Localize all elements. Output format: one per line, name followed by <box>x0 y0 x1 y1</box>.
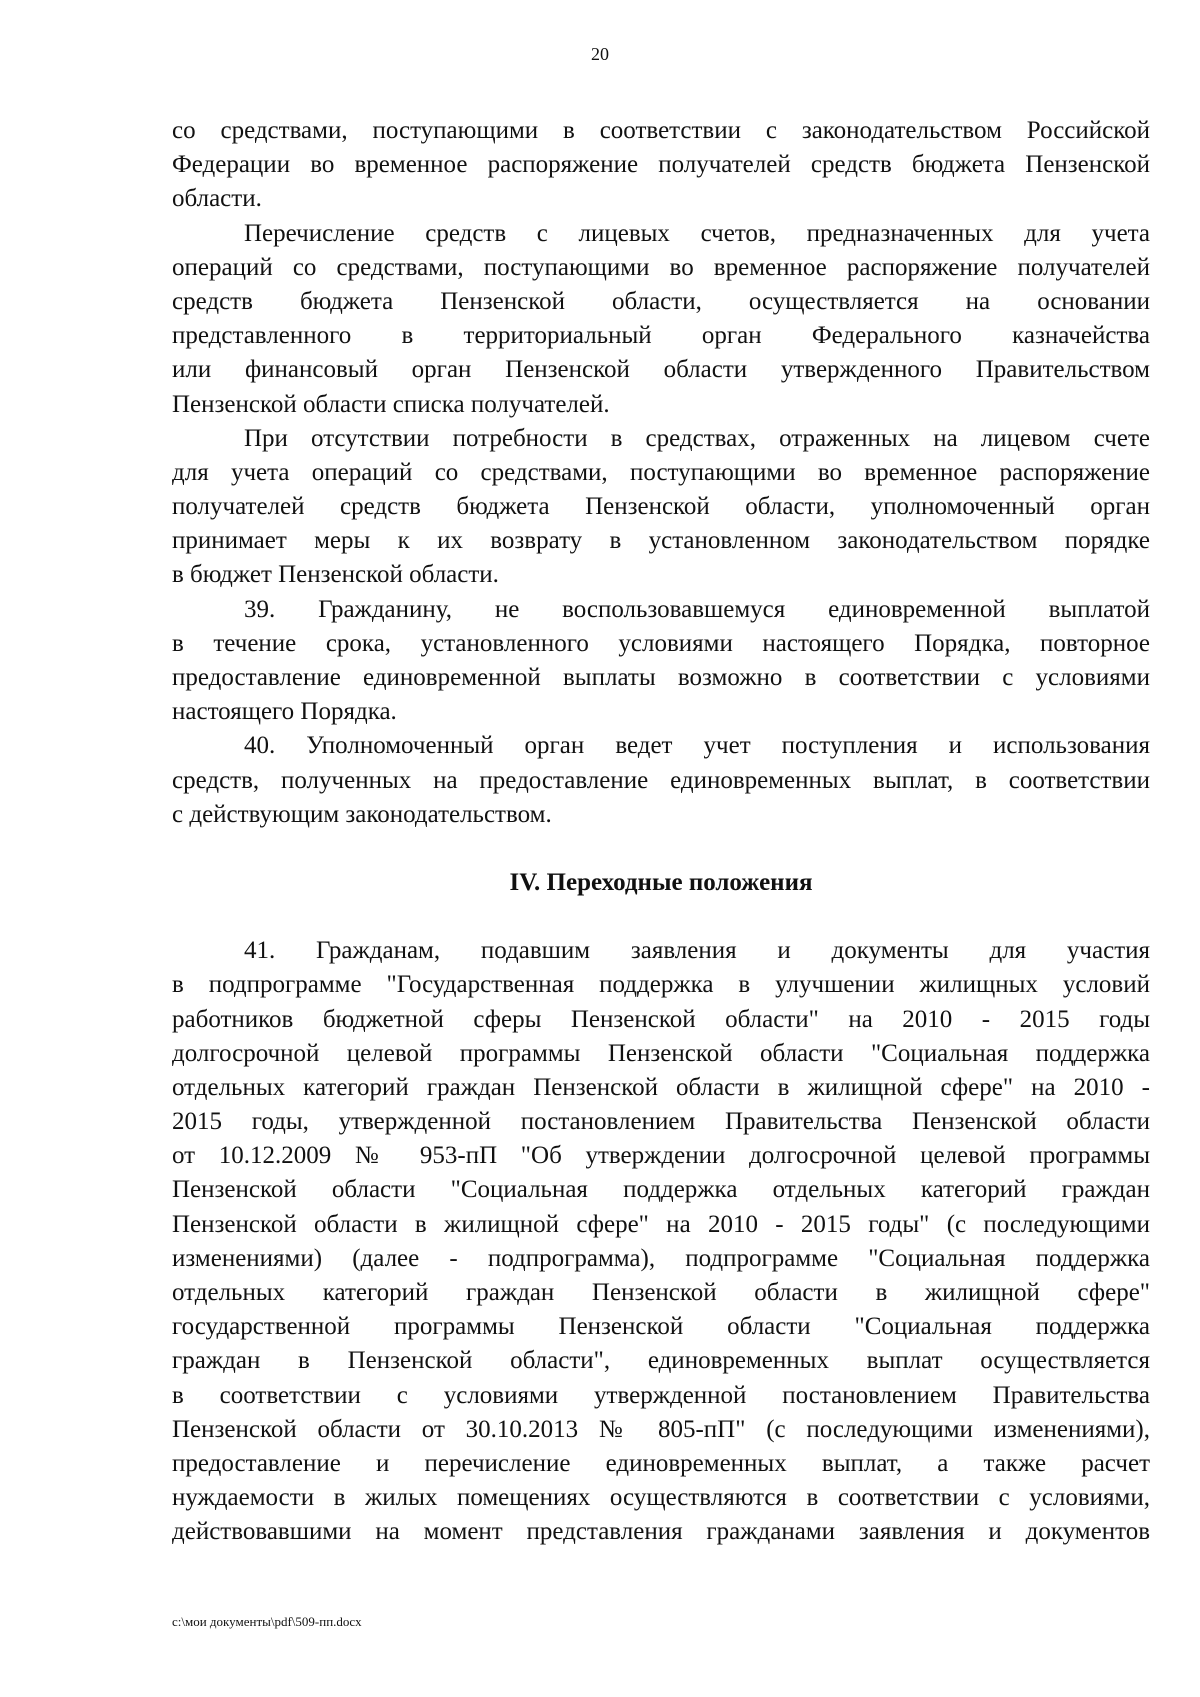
text-line: нуждаемости в жилых помещениях осуществляются в соответствии с условиями, <box>172 1484 1150 1512</box>
text-line: в подпрограмме "Государственная поддержка в улучшении жилищных условий <box>172 971 1150 999</box>
text-line: отдельных категорий граждан Пензенской области в жилищной сфере" <box>172 1279 1150 1306</box>
text-line: с действующим законодательством. <box>172 800 552 828</box>
text-line: со средствами, поступающими в соответствии с законодательством Российской <box>172 117 1150 144</box>
page-number: 20 <box>591 44 609 64</box>
text-line: 41. Гражданам, подавшим заявления и документы для участия <box>244 937 1150 965</box>
text-line: При отсутствии потребности в средствах, отраженных на лицевом счете <box>244 424 1150 452</box>
text-line: от 10.12.2009 № 953-пП "Об утверждении долгосрочной целевой программы <box>172 1142 1150 1170</box>
text-line: операций со средствами, поступающими во временное распоряжение получателей <box>172 253 1150 281</box>
text-line: действовавшими на момент представления гражданами заявления и документов <box>172 1518 1150 1546</box>
text-line: настоящего Порядка. <box>172 698 397 726</box>
paragraph-item-40 <box>172 729 1150 832</box>
text-line: Федерации во временное распоряжение получателей средств бюджета Пензенской <box>172 151 1150 179</box>
text-line: 39. Гражданину, не воспользовавшемуся единовременной выплатой <box>244 595 1150 623</box>
text-line: предоставление единовременной выплаты возможно в соответствии с условиями <box>172 664 1150 691</box>
text-line: предоставление и перечисление единовременных выплат, а также расчет <box>172 1449 1150 1477</box>
text-line: получателей средств бюджета Пензенской области, уполномоченный орган <box>172 493 1150 521</box>
document-body <box>172 114 1150 1550</box>
text-line: для учета операций со средствами, поступающими во временное распоряжение <box>172 458 1150 486</box>
text-line: изменениями) (далее - подпрограмма), подпрограмме "Социальная поддержка <box>172 1244 1150 1272</box>
text-line: области. <box>172 185 262 213</box>
text-line: 40. Уполномоченный орган ведет учет поступления и использования <box>244 732 1150 760</box>
text-line: Пензенской области списка получателей. <box>172 390 610 418</box>
text-line: Пензенской области "Социальная поддержка отдельных категорий граждан <box>172 1176 1150 1204</box>
text-line: средств бюджета Пензенской области, осуществляется на основании <box>172 287 1150 315</box>
text-line: в течение срока, установленного условиями настоящего Порядка, повторное <box>172 629 1150 657</box>
text-line: отдельных категорий граждан Пензенской области в жилищной сфере" на 2010 - <box>172 1073 1150 1101</box>
text-line: Пензенской области в жилищной сфере" на 2010 - 2015 годы" (с последующими <box>172 1210 1150 1238</box>
text-line: 2015 годы, утвержденной постановлением Правительства Пензенской области <box>172 1108 1150 1136</box>
text-line: или финансовый орган Пензенской области утвержденного Правительством <box>172 356 1150 384</box>
text-line: принимает меры к их возврату в установленном законодательством порядке <box>172 527 1150 555</box>
text-line: государственной программы Пензенской области "Социальная поддержка <box>172 1313 1150 1341</box>
text-line: средств, полученных на предоставление единовременных выплат, в соответствии <box>172 766 1150 794</box>
paragraph-funds-return <box>172 422 1150 593</box>
section-heading: IV. Переходные положения <box>509 868 813 896</box>
text-line: в соответствии с условиями утвержденной постановлением Правительства <box>172 1381 1150 1409</box>
text-line: Пензенской области от 30.10.2013 № 805-пП" (с последующими изменениями), <box>172 1415 1150 1443</box>
footer-file-path: c:\мои документы\pdf\509-пп.docx <box>172 1614 362 1629</box>
text-line: Перечисление средств с лицевых счетов, предназначенных для учета <box>244 219 1150 247</box>
paragraph-item-39 <box>172 593 1150 730</box>
text-line: граждан в Пензенской области", единовременных выплат осуществляется <box>172 1347 1150 1375</box>
text-line: в бюджет Пензенской области. <box>172 561 499 589</box>
text-line: долгосрочной целевой программы Пензенской области "Социальная поддержка <box>172 1039 1150 1067</box>
text-line: работников бюджетной сферы Пензенской области" на 2010 - 2015 годы <box>172 1005 1150 1033</box>
text-line: представленного в территориальный орган Федерального казначейства <box>172 322 1150 350</box>
paragraph-item-41 <box>172 934 1150 1549</box>
paragraph-funds-transfer <box>172 217 1150 422</box>
paragraph-continuation <box>172 114 1150 217</box>
